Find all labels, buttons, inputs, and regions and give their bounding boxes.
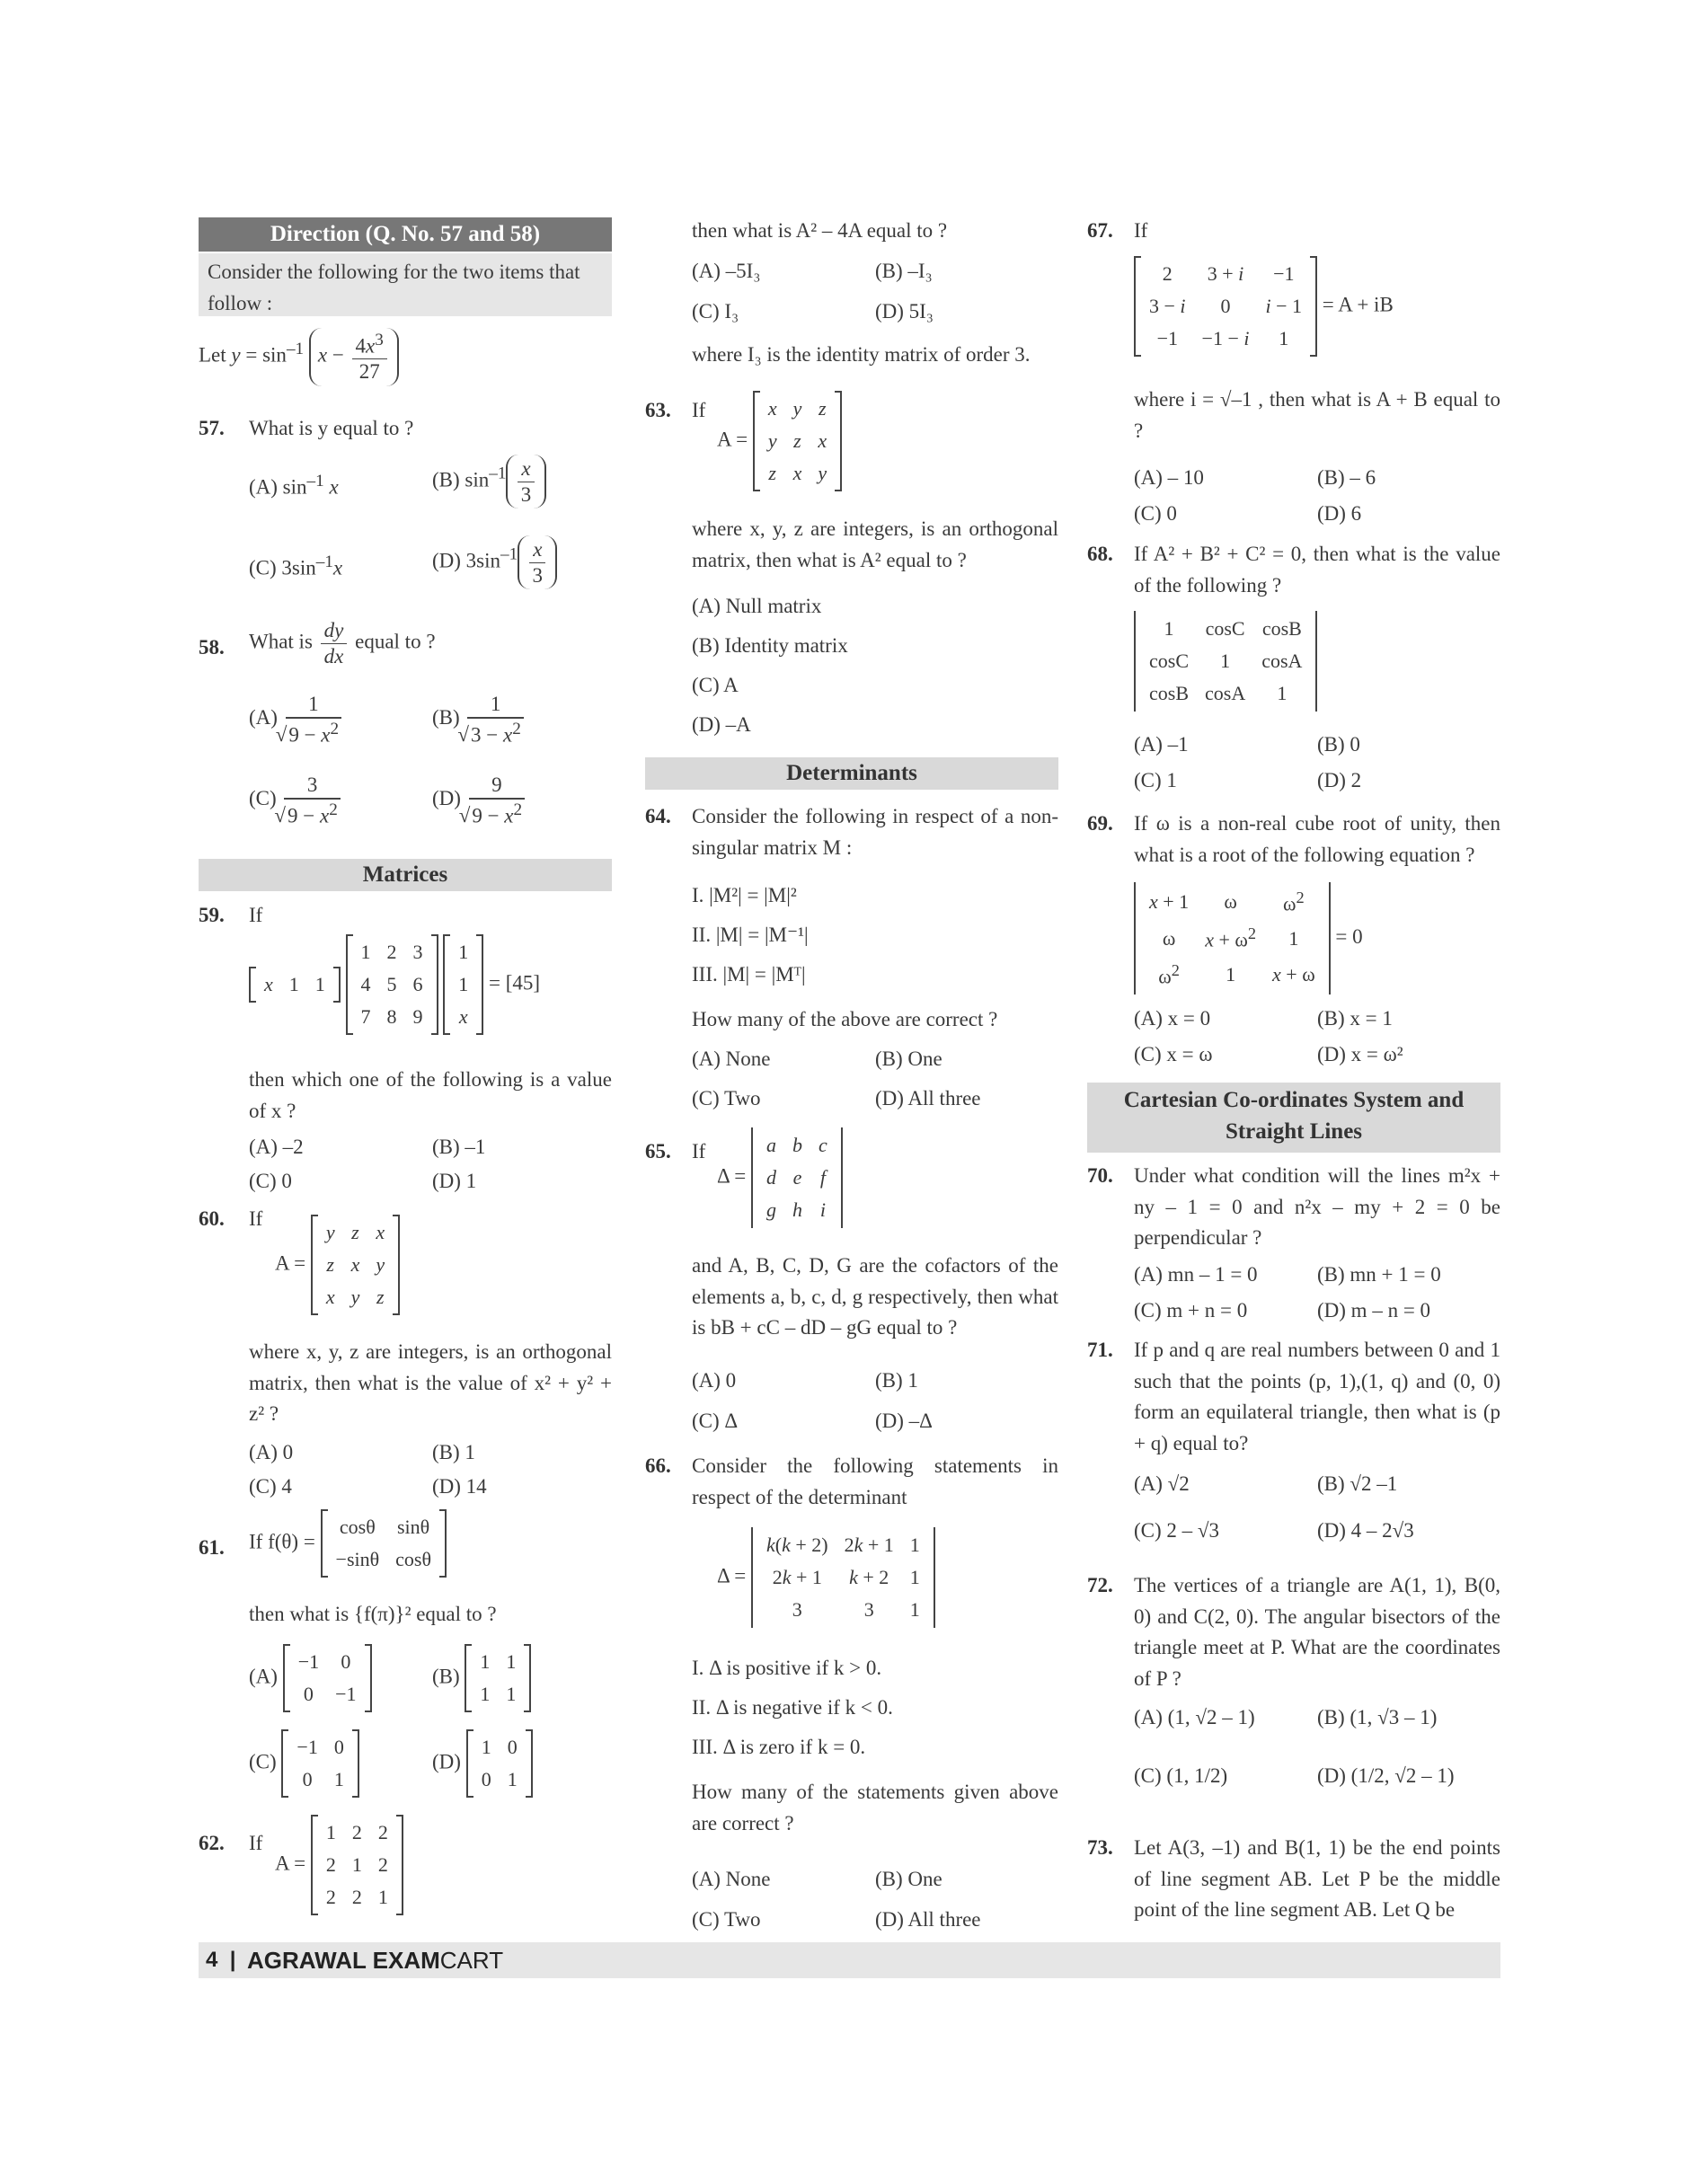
option-b[interactable]: (B) – 6 <box>1317 466 1376 489</box>
option-b[interactable]: (B) 1 <box>432 1441 475 1463</box>
option-d[interactable]: (D) All three <box>875 1908 981 1931</box>
question-text: If <box>1134 219 1148 242</box>
question-text: If A² + B² + C² = 0, then what is the value of the following ? <box>1134 543 1500 597</box>
question-number: 59. <box>199 904 225 926</box>
question-number: 58. <box>199 636 225 659</box>
option-a[interactable]: (A) Null matrix <box>692 595 822 617</box>
option-b[interactable]: (B) 0 <box>1317 733 1360 756</box>
option-a[interactable]: (A) (1, √2 – 1) <box>1134 1706 1255 1728</box>
question-text: Let A(3, –1) and B(1, 1) be the end points of line segment AB. Let P be the middle point of the line segment AB. Let Q be <box>1134 1836 1500 1921</box>
statement-3: III. |M| = |Mᵀ| <box>692 963 806 986</box>
option-a[interactable]: (A) –1 <box>1134 733 1189 756</box>
option-b[interactable]: (B) 1 √ $3 - x^2$ <box>432 692 527 747</box>
option-c[interactable]: (C) (1, 1/2) <box>1134 1764 1228 1787</box>
question-number: 66. <box>645 1454 671 1477</box>
question-number: 60. <box>199 1207 225 1230</box>
direction-heading: Direction (Q. No. 57 and 58) <box>199 217 612 252</box>
option-c[interactable]: (C) Δ <box>692 1410 739 1432</box>
option-d[interactable]: (D) –Δ <box>875 1410 933 1432</box>
option-d[interactable]: (D) x = ω² <box>1317 1043 1403 1065</box>
option-c[interactable]: (C) I₃ <box>692 300 739 323</box>
determinant-expression: x + 1 ω $\omega^2$ ω $x + \omega^2$ 1 $\omega^2$ 1 x + ω = 0 <box>1134 882 1363 995</box>
question-number: 63. <box>645 399 671 421</box>
question-then: where i = √–1 , then what is A + B equal to ? <box>1134 388 1500 442</box>
question-number: 69. <box>1087 812 1113 835</box>
question-note: where I₃ is the identity matrix of order 3. <box>692 343 1031 366</box>
option-b[interactable]: (B) 1 <box>875 1369 918 1392</box>
option-d[interactable]: (D) 9 √ $9 - x^2$ <box>432 773 527 828</box>
option-d[interactable]: (D) 1 <box>432 1170 477 1192</box>
question-ask: How many of the statements given above are correct ? <box>692 1781 1058 1834</box>
question-text: Consider the following statements in respect of the determinant <box>692 1454 1058 1508</box>
option-a[interactable]: (A) mn – 1 = 0 <box>1134 1263 1258 1286</box>
question-text: If ω is a non-real cube root of unity, then what is a root of the following equation ? <box>1134 812 1500 866</box>
question-then: and A, B, C, D, G are the cofactors of the elements a, b, c, d, g respectively, then what is bB + cC – dD – gG equal to ? <box>692 1254 1058 1339</box>
option-b[interactable]: (B) $\sin^{-1}$ $\frac{x}{3}$ <box>432 455 546 508</box>
option-d[interactable]: (D) $3\sin^{-1}$ $\frac{x}{3}$ <box>432 535 557 589</box>
equation-rhs: = 0 <box>1335 924 1363 948</box>
question-text: If <box>249 904 263 926</box>
question-then: where x, y, z are integers, is an orthogonal matrix, then what is A² equal to ? <box>692 517 1058 571</box>
option-b[interactable]: (B) √2 –1 <box>1317 1472 1398 1495</box>
option-b[interactable]: (B) One <box>875 1048 942 1070</box>
option-a[interactable]: (A) √2 <box>1134 1472 1190 1495</box>
question-text: If <box>249 1207 263 1230</box>
determinant-expression: Δ = a b c d e f g h i <box>717 1127 843 1228</box>
question-text: What is y equal to ? <box>249 417 414 439</box>
question-number: 71. <box>1087 1339 1113 1361</box>
option-c[interactable]: (C) 3 √ $9 - x^2$ <box>249 773 343 828</box>
brand-logo: AGRAWAL EXAMCART <box>247 1947 504 1974</box>
option-a[interactable]: (A) −1 0 0 −1 <box>249 1644 372 1712</box>
option-c[interactable]: (C) $3\sin^{-1}x$ <box>249 553 343 579</box>
question-number: 70. <box>1087 1164 1113 1187</box>
option-b[interactable]: (B) –1 <box>432 1136 486 1158</box>
statement-2: II. Δ is negative if k < 0. <box>692 1696 893 1719</box>
question-then: then which one of the following is a value of x ? <box>249 1068 612 1122</box>
question-number: 67. <box>1087 219 1113 242</box>
matrix-expression: A = y z x z x y x y z <box>275 1215 400 1315</box>
option-a[interactable]: (A) 0 <box>249 1441 294 1463</box>
matrix-expression: x 1 1 1 2 3 4 5 6 7 8 9 1 1 x = [45] <box>249 934 540 1035</box>
section-heading-cartesian: Cartesian Co-ordinates System and Straight Lines <box>1087 1083 1500 1153</box>
option-c[interactable]: (C) A <box>692 674 739 696</box>
matrix-expression: If f(θ) = cosθ sinθ −sinθ cosθ <box>249 1509 447 1578</box>
section-heading-determinants: Determinants <box>645 757 1058 790</box>
option-b[interactable]: (B) –I₃ <box>875 260 933 282</box>
question-text: If f(θ) = <box>249 1530 315 1553</box>
question-text: What is $\frac{dy}{dx}$ equal to ? <box>249 619 436 667</box>
question-number: 72. <box>1087 1574 1113 1596</box>
question-text: If p and q are real numbers between 0 and 1 such that the points (p, 1),(1, q) and (0, 0) form an equilateral triangle, then what is (p + q) equal to? <box>1134 1339 1500 1454</box>
option-a[interactable]: (A) x = 0 <box>1134 1007 1211 1030</box>
statement-3: III. Δ is zero if k = 0. <box>692 1736 866 1758</box>
option-a[interactable]: (A) 0 <box>692 1369 737 1392</box>
option-d[interactable]: (D) 2 <box>1317 769 1362 791</box>
option-d[interactable]: (D) All three <box>875 1087 981 1109</box>
option-c[interactable]: (C) 0 <box>1134 502 1177 525</box>
question-then: where x, y, z are integers, is an orthogonal matrix, then what is the value of x² + y² + z² ? <box>249 1340 612 1425</box>
question-ask: How many of the above are correct ? <box>692 1008 998 1030</box>
question-then: then what is {f(π)}² equal to ? <box>249 1603 497 1625</box>
direction-body: Consider the following for the two items that follow : <box>199 253 612 316</box>
determinant-expression: 1 cosC cosB cosC 1 cosA cosB cosA 1 <box>1134 611 1317 712</box>
option-c[interactable]: (C) Two <box>692 1908 761 1931</box>
option-a[interactable]: (A) – 10 <box>1134 466 1204 489</box>
option-d[interactable]: (D) 1 0 0 1 <box>432 1729 533 1798</box>
option-b[interactable]: (B) (1, √3 – 1) <box>1317 1706 1438 1728</box>
option-b[interactable]: (B) x = 1 <box>1317 1007 1393 1030</box>
question-number: 64. <box>645 805 671 827</box>
option-b[interactable]: (B) One <box>875 1868 942 1890</box>
question-number: 65. <box>645 1140 671 1162</box>
page-number: 4 | <box>206 1948 236 1972</box>
question-number: 57. <box>199 417 225 439</box>
option-c[interactable]: (C) 4 <box>249 1475 292 1498</box>
option-c[interactable]: (C) 2 – √3 <box>1134 1519 1220 1542</box>
option-d[interactable]: (D) 4 – 2√3 <box>1317 1519 1414 1542</box>
question-text: If <box>692 1140 706 1162</box>
option-a[interactable]: (A) None <box>692 1868 771 1890</box>
option-c[interactable]: (C) Two <box>692 1087 761 1109</box>
equation-rhs: = A + iB <box>1322 293 1394 316</box>
matrix-expression: A = 1 2 2 2 1 2 2 2 1 <box>275 1815 403 1915</box>
section-heading-matrices: Matrices <box>199 859 612 891</box>
option-b[interactable]: (B) mn + 1 = 0 <box>1317 1263 1441 1286</box>
option-b[interactable]: (B) Identity matrix <box>692 634 848 657</box>
question-then: then what is A² – 4A equal to ? <box>692 219 948 242</box>
option-a[interactable]: (A) –5I₃ <box>692 260 761 282</box>
question-text: If <box>692 399 706 421</box>
question-number: 73. <box>1087 1836 1113 1859</box>
statement-1: I. Δ is positive if k > 0. <box>692 1657 882 1679</box>
question-number: 68. <box>1087 543 1113 565</box>
option-d[interactable]: (D) –A <box>692 713 751 736</box>
equation-rhs: = [45] <box>489 971 541 995</box>
option-c[interactable]: (C) −1 0 0 1 <box>249 1729 359 1798</box>
matrix-expression: 2 3 + i −1 3 − i 0 i − 1 −1 −1 − i 1 = A + iB <box>1134 256 1394 357</box>
question-number: 62. <box>199 1832 225 1854</box>
statement-2: II. |M| = |M⁻¹| <box>692 924 809 946</box>
question-text: Under what condition will the lines m²x + ny – 1 = 0 and n²x – my + 2 = 0 be perpendicular ? <box>1134 1164 1500 1249</box>
option-c[interactable]: (C) 0 <box>249 1170 292 1192</box>
option-a[interactable]: (A) –2 <box>249 1136 304 1158</box>
question-text: If <box>249 1832 263 1854</box>
direction-given: Let $y = \sin^{-1} x$ − $\frac{4x^3}{27}$ <box>199 328 399 386</box>
page-footer <box>199 1942 1500 1978</box>
statement-1: I. |M²| = |M|² <box>692 884 797 906</box>
determinant-expression: Δ = k(k + 2) 2k + 1 1 2k + 1 k + 2 1 3 3 1 <box>717 1527 935 1628</box>
option-d[interactable]: (D) 5I₃ <box>875 300 934 323</box>
matrix-expression: A = x y z y z x z x y <box>717 391 842 491</box>
option-b[interactable]: (B) 1 1 1 1 <box>432 1644 531 1712</box>
option-d[interactable]: (D) 14 <box>432 1475 487 1498</box>
option-d[interactable]: (D) m – n = 0 <box>1317 1299 1431 1322</box>
question-number: 61. <box>199 1536 225 1559</box>
question-text: The vertices of a triangle are A(1, 1), B(0, 0) and C(2, 0). The angular bisectors of the triangle meet at P. What are the coordinates of P ? <box>1134 1574 1500 1690</box>
option-d[interactable]: (D) 6 <box>1317 502 1362 525</box>
option-a[interactable]: (A) $\sin^{-1} x$ <box>249 472 339 499</box>
option-c[interactable]: (C) m + n = 0 <box>1134 1299 1248 1322</box>
option-d[interactable]: (D) (1/2, √2 – 1) <box>1317 1764 1455 1787</box>
option-a[interactable]: (A) 1 √ $9 - x^2$ <box>249 692 344 747</box>
option-c[interactable]: (C) x = ω <box>1134 1043 1213 1065</box>
option-a[interactable]: (A) None <box>692 1048 771 1070</box>
question-text: Consider the following in respect of a non-singular matrix M : <box>692 805 1058 859</box>
option-c[interactable]: (C) 1 <box>1134 769 1177 791</box>
